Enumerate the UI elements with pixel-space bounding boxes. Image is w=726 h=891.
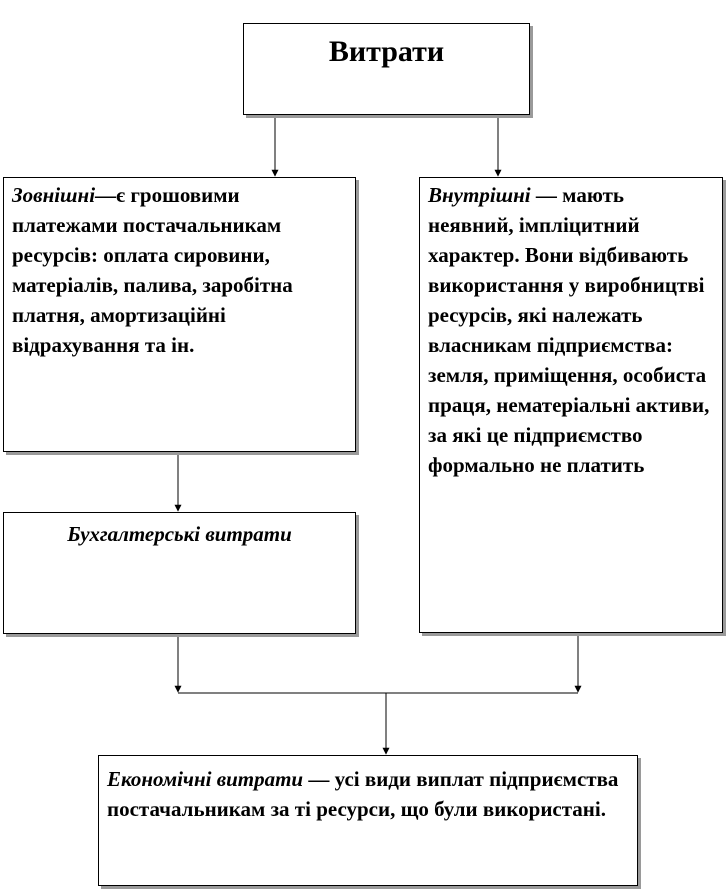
costs-title-box <box>243 23 530 115</box>
economic-costs-box <box>98 755 638 886</box>
economic-costs-term: Економічні витрати <box>107 767 304 791</box>
accounting-costs-box <box>3 512 356 634</box>
internal-costs-box <box>419 177 723 633</box>
external-costs-text: —є грошовими платежами постачальникам ресурсів: оплата сировини, матеріалів, палива, заробітна платня, амортизаційні відрахування та ін. <box>12 183 293 357</box>
internal-costs-text: — мають неявний, імпліцитний характер. Вони відбивають використання у виробництві ресурсів, які належать власникам підприємства: земля, приміщення, особиста праця, нематеріальні активи, за які це підприємство формально не платить <box>428 183 710 477</box>
economic-costs-text: — усі види виплат підприємства постачальникам за ті ресурси, що були використані. <box>107 767 619 821</box>
external-costs-box <box>3 177 356 452</box>
internal-costs-term: Внутрішні <box>428 183 531 207</box>
accounting-costs-term: Бухгалтерські витрати <box>67 522 292 546</box>
external-costs-term: Зовнішні <box>12 183 96 207</box>
costs-title: Витрати <box>328 35 445 68</box>
